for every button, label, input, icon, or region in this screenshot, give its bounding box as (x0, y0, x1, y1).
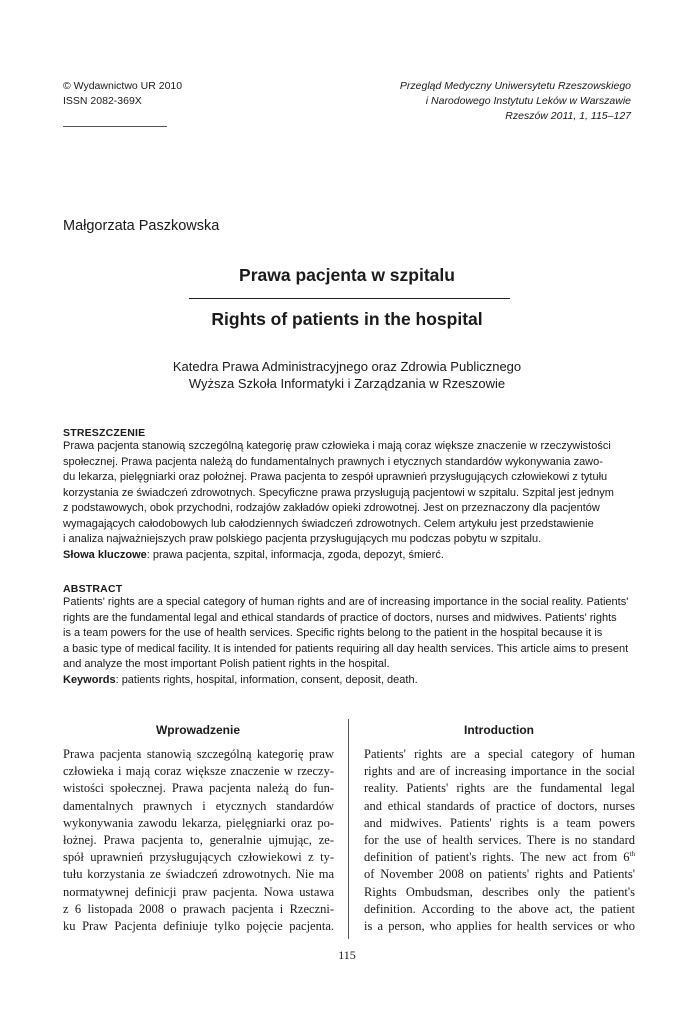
abstract-line: is a team powers for the use of health services. Specific rights belong to the patient in the hospital because it is (63, 627, 603, 639)
body-line: damentalnych prawnych i etycznych standardów (63, 798, 334, 813)
body-line: tułu korzystania ze świadczeń zdrowotnych. Nie ma (63, 867, 334, 882)
abstract-keywords (63, 673, 633, 689)
wprowadzenie-heading: Wprowadzenie (155, 723, 240, 737)
introduction-heading: Introduction (464, 723, 534, 737)
body-line: Prawa pacjenta stanowią szczególną kategorię praw (63, 747, 334, 761)
body-line: wykonywania zawodu lekarza, pielęgniarki oraz po- (63, 815, 334, 830)
copyright-line: © Wydawnictwo UR 2010 (63, 80, 183, 92)
abstract-text (63, 595, 633, 688)
wprowadzenie-body (63, 746, 334, 935)
body-line (364, 849, 635, 866)
body-line-text: definition of patient's rights. The new act from 6 (364, 850, 630, 865)
body-line: and midwives. Patients' rights is a team powers (364, 815, 635, 830)
introduction-body (364, 746, 635, 935)
body-line: z 6 listopada 2008 o prawach pacjenta i Rzeczni- (63, 901, 334, 916)
column-divider (348, 719, 349, 939)
body-line: is a person, who applies for health services or who (364, 919, 635, 934)
abstract-heading: ABSTRACT (63, 583, 123, 595)
abstract-line: Patients' rights are a special category of human rights and are of increasing importance in the social reality. Patients' (63, 596, 629, 608)
keywords-pl: : prawa pacjenta, szpital, informacja, zgoda, depozyt, śmierć. (146, 548, 444, 561)
streszczenie-keywords (63, 548, 633, 564)
ordinal-suffix: th (629, 850, 635, 859)
abstract-section (63, 583, 633, 688)
body-line: ku Praw Pacjenta definiuje tylko pojęcie pacjenta. (63, 919, 334, 934)
journal-name-line-2: i Narodowego Instytutu Leków w Warszawie (425, 95, 631, 107)
streszczenie-line: z podstawowych, obok przychodni, rodzajów zakładów opieki zdrowotnej. Jest on przeznaczony dla pacjentów (63, 502, 600, 514)
abstract-line: rights are the fundamental legal and ethical standards of practice of doctors, nurses and midwives. Patients' rights (63, 611, 617, 624)
body-line: for the use of health services. There is no standard (364, 833, 635, 848)
body-line: łożnej. Prawa pacjenta to, generalnie ujmując, ze- (63, 833, 334, 848)
journal-info (400, 79, 631, 124)
journal-name-line-1: Przegląd Medyczny Uniwersytetu Rzeszowskiego (399, 80, 631, 92)
streszczenie-line: Prawa pacjenta stanowią szczególną kategorię praw człowieka i mają coraz większe znaczenie w rzeczywistości (63, 440, 611, 452)
issn-line: ISSN 2082-369X (63, 95, 142, 107)
streszczenie-line: i analiza najważniejszych praw polskiego pacjenta przysługujących mu podczas pobytu w szpitalu. (63, 533, 542, 545)
publisher-info (63, 79, 182, 109)
streszczenie-section (63, 427, 633, 563)
keywords-en: : patients rights, hospital, information, consent, deposit, death. (115, 673, 418, 686)
keywords-label-pl: Słowa kluczowe (63, 548, 147, 561)
body-line: człowieka i mają coraz większe znaczenie w rzeczy- (63, 764, 334, 779)
page-number: 115 (338, 948, 356, 962)
title-english: Rights of patients in the hospital (211, 309, 483, 329)
streszczenie-line: społecznej. Prawa pacjenta należą do fundamentalnych prawnych i etycznych standardów wykonywania zawo- (63, 455, 603, 468)
author-name: Małgorzata Paszkowska (63, 218, 220, 234)
body-line: of November 2008 on patients' rights and Patients' (364, 867, 635, 882)
title-polish: Prawa pacjenta w szpitalu (239, 265, 455, 285)
abstract-line: and analyze the most important Polish patient rights in the hospital. (63, 658, 390, 670)
affiliation-line-1: Katedra Prawa Administracyjnego oraz Zdrowia Publicznego (172, 359, 522, 374)
streszczenie-heading: STRESZCZENIE (63, 427, 146, 439)
affiliation-line-2: Wyższa Szkoła Informatyki i Zarządzania w Rzeszowie (188, 376, 506, 391)
streszczenie-line: wymagających całodobowych lub całodziennych świadczeń zdrowotnych. Celem artykułu jest przedstawienie (63, 517, 594, 530)
journal-issue-line: Rzeszów 2011, 1, 115–127 (505, 110, 631, 122)
title-divider (189, 298, 510, 299)
body-line: Patients' rights are a special category of human (364, 747, 635, 761)
body-line: definition. According to the above act, the patient (364, 901, 635, 916)
abstract-line: a basic type of medical facility. It is intended for patients requiring all day health services. This article aims to present (63, 642, 629, 655)
body-line: spół uprawnień przysługujących człowiekowi z ty- (63, 850, 334, 865)
body-line: and ethical standards of practice of doctors, nurses (364, 798, 635, 813)
body-line: Rights Ombudsman, describes only the patient's (364, 884, 635, 899)
streszczenie-line: korzystania ze świadczeń zdrowotnych. Specyficzne prawa przysługują pacjentowi w szpitalu. Szpital jest jednym (63, 486, 614, 499)
header-rule (63, 126, 167, 127)
affiliation (63, 358, 631, 392)
body-line: rights and are of increasing importance in the social (364, 764, 635, 779)
body-line: wistości społecznej. Prawa pacjenta należą do fun- (63, 781, 334, 796)
streszczenie-line: du lekarza, pielęgniarki oraz położnej. Prawa pacjenta to zespół uprawnień przysługujących człowiekowi z tytułu (63, 471, 608, 483)
body-line: normatywnej definicji praw pacjenta. Nowa ustawa (63, 884, 334, 899)
streszczenie-text (63, 439, 633, 563)
keywords-label-en: Keywords (63, 673, 116, 686)
body-line: reality. Patients' rights are the fundamental legal (364, 781, 635, 796)
